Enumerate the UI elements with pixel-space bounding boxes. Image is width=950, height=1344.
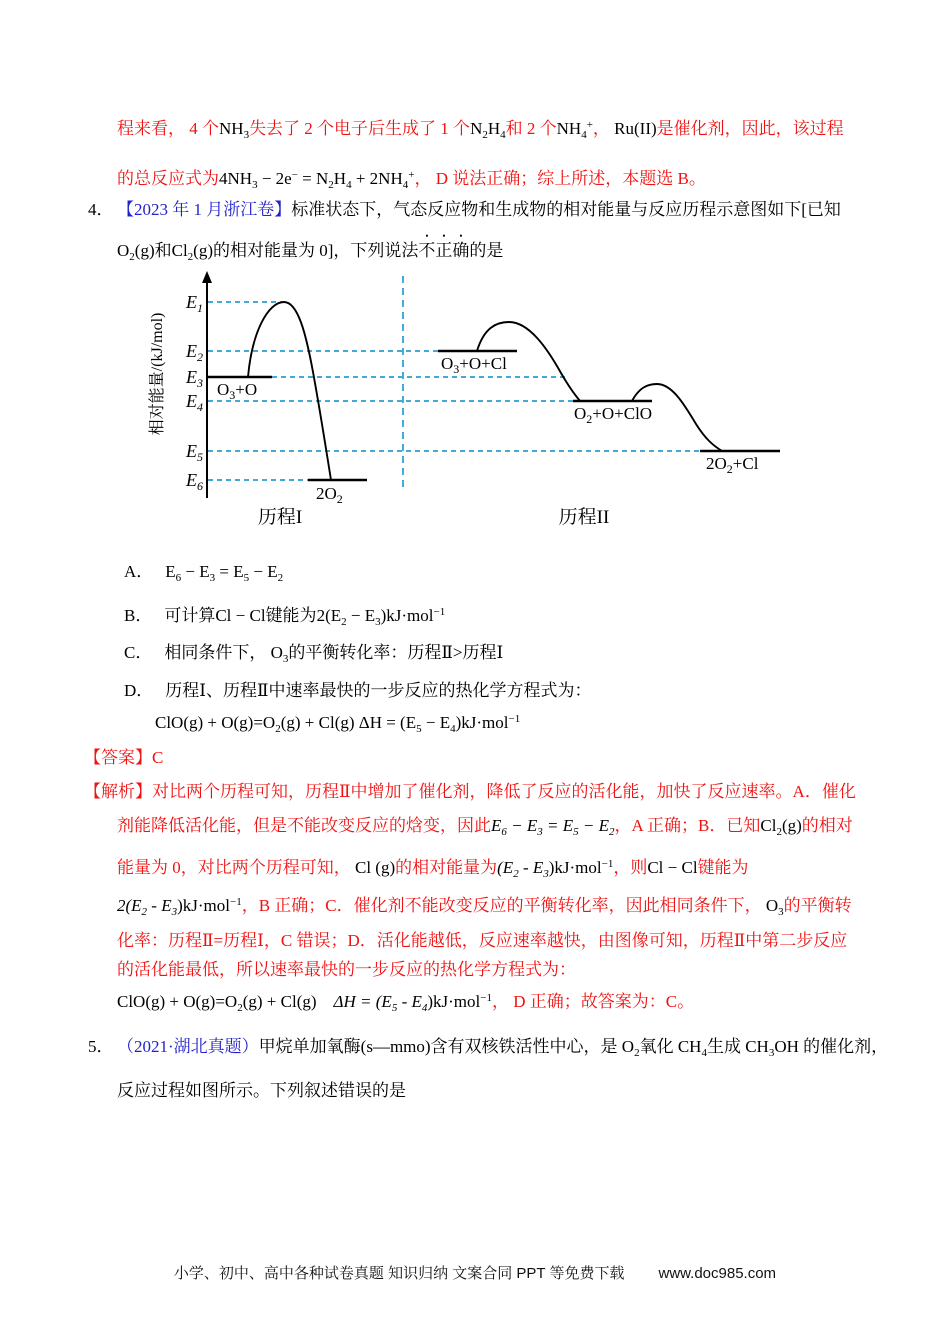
page-footer	[0, 1262, 950, 1283]
answer-line: 【答案】C	[84, 748, 164, 767]
species-2o2-cl-label: $2O_2+Cl$	[706, 454, 759, 476]
question-4-stem-line1: 【2023 年 1 月浙江卷】标准状态下，气态反应物和生成物的相对能量与反应历程示意图如下[已知	[117, 200, 841, 219]
prev-answer-tail-line2: 的总反应式为$4NH_3 - 2e^- = N_2H_4 + 2NH_4^+$， D 说法正确；综上所述，本题选 B。	[117, 169, 706, 191]
process1-caption: 历程I	[257, 507, 303, 528]
analysis-line-1: 【解析】对比两个历程可知，历程Ⅱ中增加了催化剂，降低了反应的活化能，加快了反应速率。A．催化	[84, 782, 856, 801]
e4-label: $E_4$	[186, 391, 203, 414]
analysis-line-5: 化率：历程Ⅱ=历程Ⅰ，C 错误；D．活化能越低，反应速率越快，由图像可知，历程Ⅱ中第二步反应	[117, 931, 848, 950]
question-5-stem-line1: （2021·湖北真题）甲烷单加氧酶(s—mmo)含有双核铁活性中心，是 $O_2$氧化 $CH_4$生成 $CH_3OH$ 的催化剂，	[117, 1037, 889, 1059]
footer-url: www.doc985.com	[658, 1265, 777, 1282]
species-o3-o-label: $O_3+O$	[217, 380, 258, 402]
question-5-stem-line2: 反应过程如图所示。下列叙述错误的是	[117, 1081, 406, 1100]
option-d: D． 历程Ⅰ、历程Ⅱ中速率最快的一步反应的热化学方程式为：	[124, 681, 592, 700]
analysis-line-6: 的活化能最低，所以速率最快的一步反应的热化学方程式为：	[117, 960, 576, 979]
dashed-guide-lines	[208, 276, 700, 488]
question-4-number: 4．	[88, 200, 114, 219]
prev-answer-tail-line1: 程来看， 4 个$NH_3$失去了 2 个电子后生成了 1 个$N_2H_4$和 2 个$NH_4^+$， Ru(II)是催化剂，因此，该过程	[117, 119, 844, 141]
energy-diagram	[140, 266, 840, 558]
option-d-equation: $ClO(g) + O(g)=O_2(g) + Cl(g) \Delta H = (E_5 - E_4)kJ\cdot mol^{-1}$	[155, 713, 521, 735]
e6-label: $E_6$	[186, 470, 203, 493]
y-axis-arrow-icon	[202, 271, 212, 283]
e1-label: $E_1$	[186, 292, 203, 315]
e2-label: $E_2$	[186, 341, 203, 364]
option-b: B． 可计算Cl − Cl键能为$2(E_2 - E_3)kJ\cdot mol^{-1}$	[124, 606, 446, 628]
y-axis-label: 相对能量/(kJ/mol)	[149, 312, 166, 436]
species-2o2-label: $2O_2$	[316, 484, 343, 506]
process1-curve	[248, 302, 331, 480]
species-o2-o-clo-label: $O_2+O+ClO$	[574, 404, 653, 426]
reaction-curves	[248, 302, 722, 480]
energy-diagram-container	[140, 266, 840, 563]
question-4-stem-line2: $O_2(g)$和$Cl_2(g)$的相对能量为 0]，下列说法不正确的是	[117, 241, 504, 263]
option-a: A． $E_6 - E_3 = E_5 - E_2$	[124, 562, 284, 584]
analysis-line-4: $2(E_2 - E_3)kJ\cdot mol^{-1}$，B 正确；C．催化剂不能改变反应的平衡转化率，因此相同条件下， $O_3$的平衡转	[117, 896, 852, 918]
option-c: C． 相同条件下， $O_3$的平衡转化率：历程Ⅱ>历程Ⅰ	[124, 643, 504, 665]
species-o3-o-cl-label: $O_3+O+Cl$	[441, 354, 507, 376]
question-5-number: 5．	[88, 1037, 114, 1056]
footer-text: 小学、初中、高中各种试卷真题 知识归纳 文案合同 PPT 等免费下载	[173, 1265, 625, 1282]
analysis-line-7: $ClO(g) + O(g)=O_2(g) + Cl(g)$ $\Delta H = (E_5 - E_4)kJ\cdot mol^{-1}$， D 正确；故答案为：C。	[117, 992, 695, 1014]
process2-caption: 历程II	[558, 507, 610, 528]
analysis-line-2: 剂能降低活化能，但是不能改变反应的焓变，因此$E_6 - E_3 = E_5 - E_2$，A 正确；B．已知$Cl_2(g)$的相对	[117, 816, 853, 838]
e5-label: $E_5$	[186, 441, 203, 464]
e3-label: $E_3$	[186, 367, 203, 390]
analysis-line-3: 能量为 0，对比两个历程可知， Cl (g)的相对能量为$(E_2 - E_3)kJ\cdot mol^{-1}$，则Cl − Cl键能为	[117, 858, 749, 880]
